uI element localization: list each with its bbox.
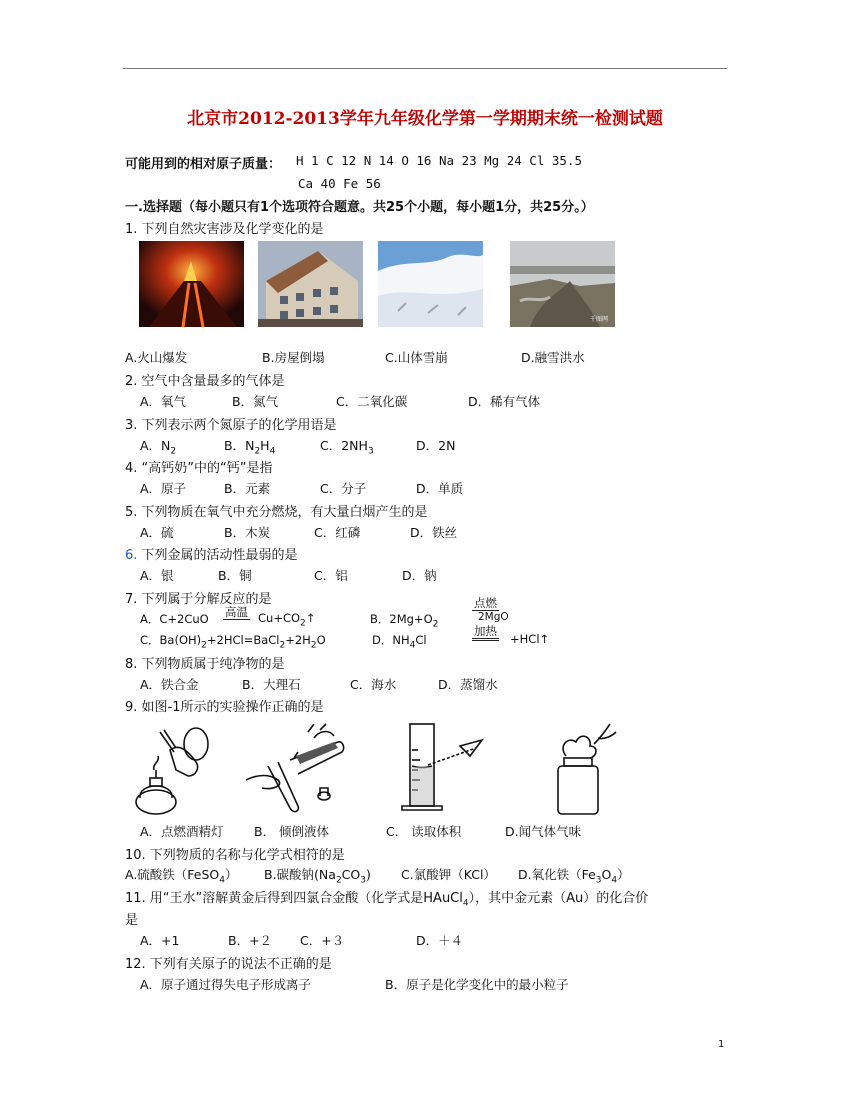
q10-option-c: C.氯酸钾（KCl） [401, 867, 496, 882]
q1-option-a: A.火山爆发 [125, 350, 188, 365]
q1-option-c: C.山体雪崩 [385, 350, 448, 365]
q7-a-products: $Cu+CO_2↑$ [258, 611, 316, 629]
photo-watermark: 千图网 [590, 316, 609, 323]
pouring-liquid-figure [238, 722, 348, 818]
q3-option-b: B．$N_2H_4$ [224, 438, 276, 457]
q2-option-b: B．氮气 [232, 394, 279, 409]
q12-stem: 12. 下列有关原子的说法不正确的是 [125, 957, 332, 972]
section-heading: 一.选择题（每小题只有1个选项符合题意。共25个小题，每小题1分，共25分。） [125, 200, 594, 215]
q1-stem: 1. 下列自然灾害涉及化学变化的是 [125, 222, 324, 237]
q5-option-c: C．红磷 [314, 525, 361, 540]
q11-stem-continuation: 是 [125, 913, 139, 928]
q7-stem: 7. 下列属于分解反应的是 [125, 592, 272, 607]
q8-option-c: C．海水 [350, 677, 397, 692]
atomic-mass-label: 可能用到的相对原子质量： [125, 157, 282, 172]
q3-option-c: C．$2NH_3$ [320, 438, 374, 457]
q4-option-b: B．元素 [224, 481, 271, 496]
q7-b-condition: 点燃 [474, 596, 497, 610]
q2-option-a: A．氧气 [140, 394, 187, 409]
volcano-photo [139, 241, 244, 327]
page-number: 1 [718, 1039, 725, 1050]
q7-option-d: D．$NH_4Cl$ [372, 633, 427, 651]
q4-option-c: C．分子 [320, 481, 367, 496]
q7-a-condition: 高温 [225, 605, 248, 619]
q6-option-d: D．钠 [402, 568, 437, 583]
q3-stem: 3. 下列表示两个氮原子的化学用语是 [125, 418, 337, 433]
q9-option-c: C． 读取体积 [386, 824, 462, 839]
q9-stem: 9. 如图-1所示的实验操作正确的是 [125, 700, 324, 715]
q1-option-d: D.融雪洪水 [521, 350, 585, 365]
flood-photo [510, 241, 615, 327]
q9-option-d: D.闻气体气味 [505, 824, 582, 839]
q11-option-b: B．+２ [228, 933, 273, 948]
q11-stem: 11. 用“王水”溶解黄金后得到四氯合金酸（化学式是HAuCl$_4$），其中金元素（Au）的化合价 [125, 891, 649, 909]
q5-option-b: B．木炭 [224, 525, 271, 540]
q8-option-b: B．大理石 [242, 677, 301, 692]
q7-d-products: +HCl↑ [510, 632, 550, 646]
q7-b-product: 2MgO [478, 611, 509, 623]
q4-option-d: D．单质 [416, 481, 464, 496]
q2-option-c: C．二氧化碳 [336, 394, 408, 409]
q3-option-a: A．$N_2$ [140, 438, 177, 457]
q10-option-a: A.硫酸铁（FeSO$_4$） [125, 867, 238, 886]
q11-option-d: D．＋４ [416, 933, 464, 948]
q8-stem: 8. 下列物质属于纯净物的是 [125, 657, 285, 672]
q6-option-c: C．铝 [314, 568, 348, 583]
q10-option-b: B.碳酸钠$(Na_2CO_3)$ [264, 867, 371, 886]
atomic-mass-line2: Ca 40 Fe 56 [298, 176, 381, 191]
q5-option-d: D．铁丝 [410, 525, 458, 540]
q10-option-d: D.氧化铁$(Fe_3O_4)$ [518, 867, 630, 886]
q7-option-c: C．$Ba(OH)_2+2HCl=BaCl_2+2H_2O$ [140, 633, 326, 651]
q11-option-c: C．+３ [300, 933, 345, 948]
q7-d-condition: 加热 [472, 625, 499, 641]
q7-option-a: A．C+2CuO [140, 612, 209, 626]
q2-option-d: D．稀有气体 [468, 394, 541, 409]
atomic-mass-line1: H 1 C 12 N 14 O 16 Na 23 Mg 24 Cl 35.5 [296, 153, 582, 168]
q12-option-b: B．原子是化学变化中的最小粒子 [385, 977, 569, 992]
q5-stem: 5. 下列物质在氧气中充分燃烧，有大量白烟产生的是 [125, 505, 428, 520]
q8-option-d: D．蒸馏水 [438, 677, 498, 692]
q1-option-b: B.房屋倒塌 [262, 350, 325, 365]
q9-option-a: A．点燃酒精灯 [140, 824, 224, 839]
exam-title: 北京市2012-2013学年九年级化学第一学期期末统一检测试题 [187, 109, 663, 129]
smelling-gas-figure [540, 722, 620, 818]
q5-option-a: A．硫 [140, 525, 174, 540]
q9-option-b: B． 倾倒液体 [254, 824, 330, 839]
reading-volume-figure [398, 720, 508, 812]
q6-stem: 6. 下列金属的活动性最弱的是 [125, 548, 298, 563]
q12-option-a: A．原子通过得失电子形成离子 [140, 977, 312, 992]
q2-stem: 2. 空气中含量最多的气体是 [125, 374, 285, 389]
q7-option-b: B．$2Mg+O_2$ [370, 612, 439, 630]
q3-option-d: D．2N [416, 438, 456, 453]
header-rule [123, 68, 727, 69]
avalanche-photo [378, 241, 483, 327]
q6-option-a: A．银 [140, 568, 174, 583]
q4-stem: 4. “高钙奶”中的“钙”是指 [125, 461, 273, 476]
q4-option-a: A．原子 [140, 481, 187, 496]
q11-option-a: A．+1 [140, 933, 180, 948]
lighting-alcohol-lamp-figure [130, 722, 215, 818]
q10-stem: 10. 下列物质的名称与化学式相符的是 [125, 848, 345, 863]
q8-option-a: A．铁合金 [140, 677, 199, 692]
q6-option-b: B．铜 [218, 568, 252, 583]
collapsed-building-photo [258, 241, 363, 327]
